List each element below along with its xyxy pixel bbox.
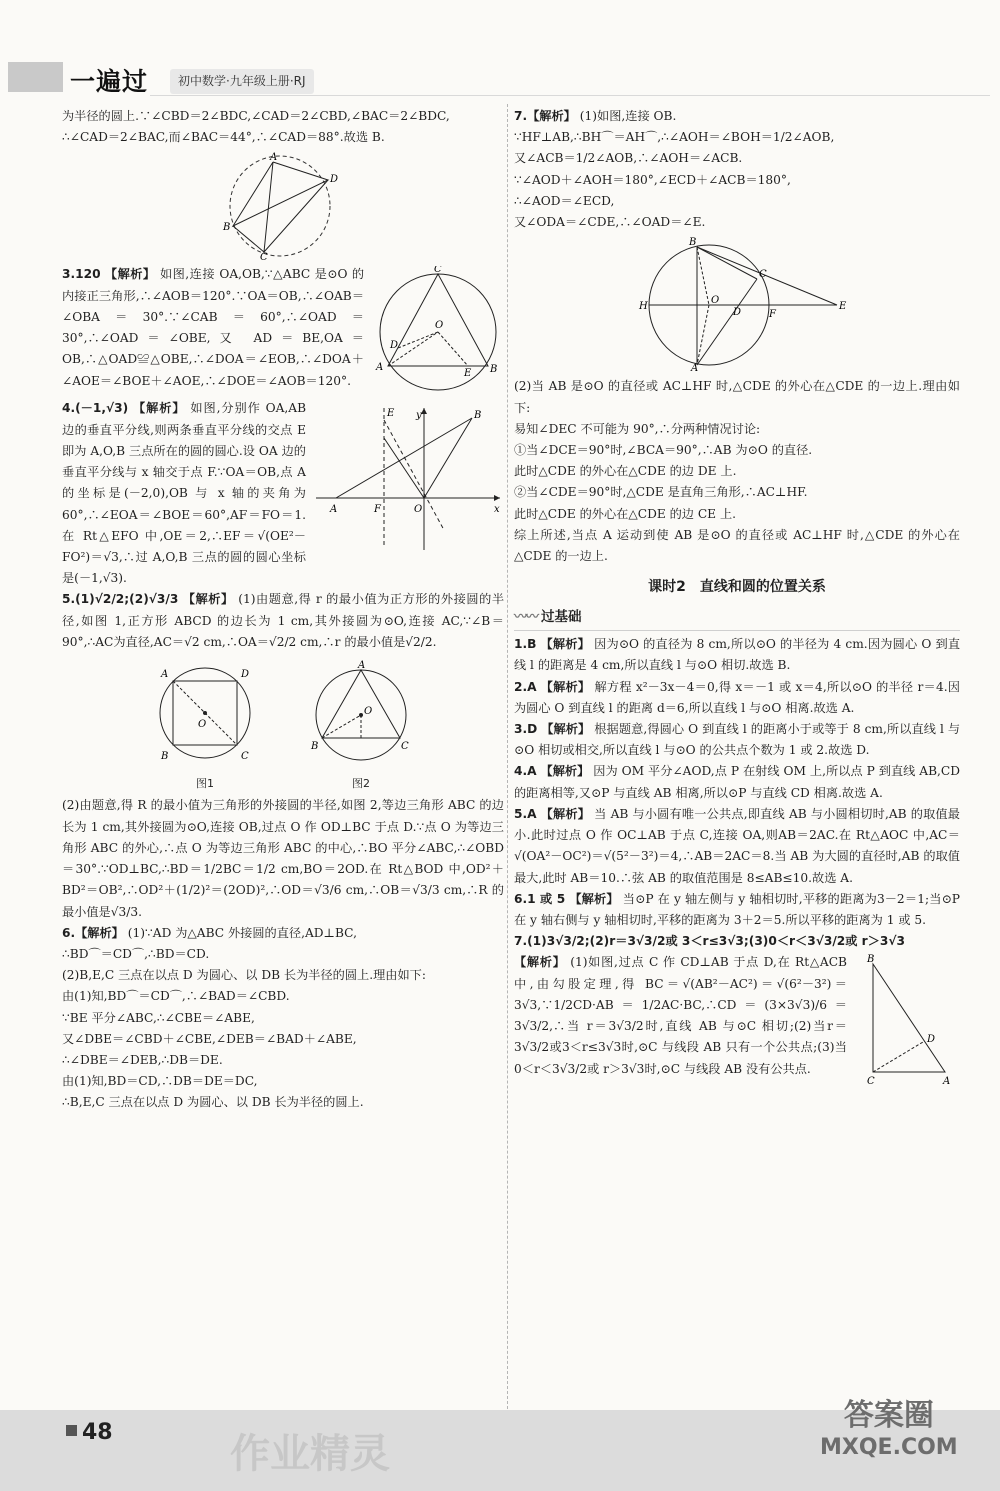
svg-text:E: E — [839, 301, 847, 313]
answer-text: 因为⊙O 的直径为 8 cm,所以⊙O 的半径为 4 cm.因为圆心 O 到直线 l 的距离是 4 cm,所以直线 l 与⊙O 相切.故选 B. — [514, 637, 961, 673]
question-7-line: 又∠ACB＝1/2∠AOB,∴∠AOH＝∠ACB. — [514, 151, 743, 166]
question-6 — [62, 923, 504, 1114]
analysis-tag: 【解析】 — [514, 955, 566, 970]
analysis-tag: 【解析】 — [104, 267, 156, 282]
analysis-tag: 【解析】 — [182, 592, 234, 607]
answer-label: 2.A — [514, 679, 537, 694]
figure-q7-circle — [627, 237, 847, 372]
question-5 — [62, 589, 504, 922]
site-logo-bottom: MXQE.COM — [820, 1435, 958, 1460]
question-7-line: (1)如图,连接 OB. — [579, 109, 677, 123]
answer-label: 4.A — [514, 764, 537, 779]
section-heading — [514, 606, 960, 631]
svg-text:F: F — [769, 309, 776, 321]
brand-logo: 一遍过 — [70, 67, 149, 96]
lesson-title: 课时2 直线和圆的位置关系 — [648, 579, 826, 596]
svg-text:C: C — [241, 751, 249, 763]
answer-item — [514, 677, 960, 719]
svg-text:O: O — [364, 706, 373, 718]
svg-text:O: O — [435, 320, 444, 332]
figure-1-square-circle — [151, 659, 259, 767]
svg-text:E: E — [387, 408, 395, 420]
svg-text:E: E — [464, 368, 472, 380]
analysis-tag: 【解析】 — [540, 637, 590, 652]
page-header — [0, 0, 1000, 100]
watermark: 作业精灵 — [230, 1431, 390, 1477]
svg-text:D: D — [390, 340, 399, 352]
svg-text:B: B — [223, 222, 231, 234]
answer-item — [514, 761, 960, 803]
svg-text:F: F — [374, 504, 381, 516]
question-6-label: 6. — [62, 925, 76, 940]
analysis-tag: 【解析】 — [133, 401, 186, 416]
brand-box — [8, 62, 63, 92]
svg-text:O: O — [198, 719, 207, 731]
svg-text:D: D — [927, 1034, 936, 1046]
svg-text:y: y — [416, 410, 422, 422]
question-3-label: 3.120 — [62, 267, 101, 282]
question-4-text: 如图,分别作 OA,AB 边的垂直平分线,则两条垂直平分线的交点 E 即为 A,O,B 三点所在的圆的圆心.设 OA 边的垂直平分线与 x 轴交于点 F.∵OA＝OB,点 A 的坐标是(－2,0),OB 与 x 轴的夹角为 60°,∴∠EOA＝∠BOE＝60°,AF＝FO＝1.在 Rt△EFO 中,OE＝2,∴EF＝√(OE²－FO²)＝√3,∴过 A,O,B 三点的圆的圆心坐标是(－1,√3). — [62, 401, 307, 586]
answer-item — [514, 889, 960, 931]
continuation-line-2: ∴∠CAD＝2∠BAC,而∠BAC＝44°,∴∠CAD＝88°.故选 B. — [62, 130, 385, 145]
right-column — [514, 106, 960, 1090]
svg-text:A: A — [691, 363, 699, 373]
svg-text:B: B — [490, 364, 498, 376]
question-7-line: ∴∠AOD＝∠ECD, — [514, 193, 615, 208]
question-7-line: 又∠ODA＝∠CDE,∴∠OAD＝∠E. — [514, 215, 706, 230]
column-divider — [507, 104, 508, 1409]
svg-text:B: B — [867, 954, 875, 966]
figure-q7b-right-triangle — [855, 954, 960, 1086]
answer-item — [514, 634, 960, 676]
question-4-label: 4.(－1,√3) — [62, 401, 129, 416]
question-6-line: 由(1)知,BD⌒＝CD⌒,∴∠BAD＝∠CBD. — [62, 989, 290, 1004]
section-mark-icon: 〰〰 — [514, 608, 537, 625]
svg-text:C: C — [260, 252, 268, 261]
question-6-line: 又∠DBE＝∠CBD＋∠CBE,∠DEB＝∠BAD＋∠ABE, — [62, 1031, 357, 1046]
svg-text:x: x — [494, 504, 500, 516]
svg-text:A: A — [161, 669, 169, 681]
question-7-line: 此时△CDE 的外心在△CDE 的边 CE 上. — [514, 506, 737, 521]
page-number: 48 — [82, 1420, 113, 1445]
left-column — [62, 106, 504, 1114]
question-3 — [62, 264, 504, 391]
svg-text:A: A — [270, 152, 278, 164]
analysis-tag: 【解析】 — [527, 109, 576, 123]
question-6-line: ∴∠DBE＝∠DEB,∴DB＝DE. — [62, 1053, 223, 1068]
analysis-tag: 【解析】 — [75, 925, 124, 940]
question-7-line: ②当∠CDE＝90°时,△CDE 是直角三角形,∴AC⊥HF. — [514, 485, 808, 500]
question-7-label: 7. — [514, 109, 528, 123]
answer-text: 根据题意,得圆心 O 到直线 l 的距离小于或等于 8 cm,所以直线 l 与⊙O 相切或相交,所以直线 l 与⊙O 的公共点个数为 1 或 2.故选 D. — [514, 722, 961, 758]
answer-item — [514, 804, 960, 889]
question-7 — [514, 106, 960, 567]
figure-q5-row — [62, 659, 504, 793]
question-3-text: 如图,连接 OA,OB,∵△ABC 是⊙O 的内接正三角形,∴∠AOB＝120°.∵OA＝OB,∴∠OAB＝∠OBA＝30°.∵∠CAB＝60°,∴∠OAD＝30°,∴∠OAD＝∠OBE,又 AD＝BE,OA＝OB,∴△OAD≌△OBE,∴∠DOA＝∠EOB,∴∠DOA＋∠AOE＝∠BOE＋∠AOE,∴∠DOE＝∠AOB＝120°. — [62, 267, 365, 388]
figure-q4-coordinate — [314, 400, 504, 552]
svg-text:B: B — [161, 751, 169, 763]
svg-text:C: C — [867, 1076, 875, 1087]
answer-label: 5.A — [514, 806, 537, 821]
question-5-text-2: (2)由题意,得 R 的最小值为三角形的外接圆的半径,如图 2,等边三角形 ABC 的边长为 1 cm,其外接圆为⊙O,连接 OB,过点 O 作 OD⊥BC 于点 D.∵点 O 为等边三角形 ABC 的外心,∴点 O 为等边三角形 ABC 的中心,∴BO 平分∠ABC,∴∠OBD＝30°.∵OD⊥BC,∴BD＝1/2BC＝1/2 cm,BO＝2OD.在 Rt△BOD 中,OD²＋BD²＝OB²,∴OD²＋(1/2)²＝(2OD)²,∴OD＝√3/6 cm,∴OB＝√3/3 cm,∴R 的最小值是√3/3. — [62, 798, 504, 919]
svg-text:B: B — [689, 237, 697, 249]
svg-text:O: O — [711, 295, 720, 307]
svg-text:D: D — [241, 669, 250, 681]
continuation-line-1: 为半径的圆上.∵∠CBD＝2∠BDC,∠CAD＝2∠CBD,∠BAC＝2∠BDC, — [62, 109, 450, 123]
svg-text:C: C — [759, 269, 767, 281]
question-7-line: ∵HF⊥AB,∴BH⌒＝AH⌒,∴∠AOH＝∠BOH＝1/2∠AOB, — [514, 130, 835, 145]
figure-1 — [151, 659, 259, 793]
svg-text:D: D — [733, 307, 742, 319]
header-rule — [150, 95, 990, 96]
answer-item — [514, 719, 960, 761]
question-7-line: 此时△CDE 的外心在△CDE 的边 DE 上. — [514, 464, 737, 479]
answer-label: 3.D — [514, 722, 538, 736]
question-7-line: ∵∠AOD＋∠AOH＝180°,∠ECD＋∠ACB＝180°, — [514, 172, 791, 187]
svg-text:H: H — [639, 301, 648, 313]
svg-text:A: A — [376, 362, 384, 374]
question-6-line: (1)∵AD 为△ABC 外接圆的直径,AD⊥BC, — [127, 925, 357, 940]
site-logo — [820, 1398, 958, 1462]
analysis-tag: 【解析】 — [569, 891, 619, 906]
svg-text:D: D — [330, 174, 339, 186]
analysis-tag: 【解析】 — [540, 806, 591, 821]
site-logo-top: 答案圈 — [843, 1398, 934, 1433]
svg-text:A: A — [330, 504, 338, 516]
question-6-line: (2)B,E,C 三点在以点 D 为圆心、以 DB 长为半径的圆上.理由如下: — [62, 968, 426, 983]
answer-7-label: 7.(1)3√3/2;(2)r＝3√3/2或 3＜r≤3√3;(3)0＜r＜3√3/2或 r＞3√3 — [514, 934, 905, 949]
figure-2-caption: 图2 — [352, 777, 370, 791]
question-6-line: ∵BE 平分∠ABC,∴∠CBE＝∠ABE, — [62, 1010, 255, 1025]
question-4 — [62, 398, 504, 589]
answer-text: 当⊙P 在 y 轴左侧与 y 轴相切时,平移的距离为3－2＝1;当⊙P 在 y 轴右侧与 y 轴相切时,平移的距离为 3＋2＝5.所以平移的距离为 1 或 5. — [514, 891, 961, 927]
question-7-line: 易知∠DEC 不可能为 90°,∴分两种情况讨论: — [514, 421, 761, 436]
figure-2-triangle-circle — [307, 659, 415, 767]
figure-q2-circle — [218, 152, 348, 260]
figure-2 — [307, 659, 415, 793]
answer-text: 因为 OM 平分∠AOD,点 P 在射线 OM 上,所以点 P 到直线 AB,CD 的距离相等,又⊙P 与直线 AB 相离,所以⊙P 与直线 CD 相离.故选 A. — [514, 764, 961, 800]
question-5-label: 5.(1)√2/2;(2)√3/3 — [62, 592, 179, 607]
svg-text:C: C — [401, 741, 409, 753]
answer-text: 解方程 x²－3x－4＝0,得 x＝－1 或 x＝4,所以⊙O 的半径 r＝4.因为圆心 O 到直线 l 的距离 d＝6,所以直线 l 与⊙O 相离.故选 A. — [514, 679, 960, 715]
analysis-tag: 【解析】 — [541, 722, 591, 736]
page-marker-icon — [66, 1425, 77, 1436]
question-6-line: ∴BD⌒＝CD⌒,∴BD＝CD. — [62, 946, 210, 961]
svg-text:B: B — [474, 410, 482, 422]
svg-text:C: C — [434, 266, 442, 276]
question-6-line: 由(1)知,BD＝CD,∴DB＝DE＝DC, — [62, 1074, 258, 1089]
answer-item-7 — [514, 931, 960, 1087]
question-7-line: ①当∠DCE＝90°时,∠BCA＝90°,∴AB 为⊙O 的直径. — [514, 442, 813, 457]
section-heading-text: 过基础 — [541, 608, 582, 625]
svg-text:A: A — [943, 1076, 951, 1087]
answer-text: 当 AB 与小圆有唯一公共点,即直线 AB 与小圆相切时,AB 的取值最小.此时过点 O 作 OC⊥AB 于点 C,连接 OA,则AB＝2AC.在 Rt△AOC 中,AC＝√(OA²－OC²)＝√(5²－3²)＝4,∴AB＝2AC＝8.当 AB 为大圆的直径时,AB 的取值最大,此时 AB＝10.∴弦 AB 的取值范围是 8≤AB≤10.故选 A. — [514, 806, 960, 885]
answer-label: 1.B — [514, 637, 537, 652]
svg-text:O: O — [414, 504, 423, 516]
answer-label: 6.1 或 5 — [514, 891, 566, 906]
question-6-line: ∴B,E,C 三点在以点 D 为圆心、以 DB 长为半径的圆上. — [62, 1095, 364, 1110]
figure-1-caption: 图1 — [196, 777, 214, 791]
figure-q3-triangle — [372, 266, 504, 394]
analysis-tag: 【解析】 — [540, 679, 591, 694]
question-7-line: 综上所述,当点 A 运动到使 AB 是⊙O 的直径或 AC⊥HF 时,△CDE 的外心在△CDE 的一边上. — [514, 527, 960, 564]
svg-text:A: A — [358, 660, 366, 672]
svg-text:B: B — [311, 741, 319, 753]
answer-7-text: (1)如图,过点 C 作 CD⊥AB 于点 D,在 Rt△ACB 中,由勾股定理,得 BC＝√(AB²－AC²)＝√(6²－3²)＝3√3,∵1/2CD·AB＝1/2AC·BC,∴CD＝(3×3√3)/6＝3√3/2,∴当 r＝3√3/2时,直线 AB 与⊙C 相切;(2)当r＝3√3/2或3＜r≤3√3时,⊙C 与线段 AB 只有一个公共点;(3)当 0＜r＜3√3/2或 r＞3√3时,⊙C 与线段 AB 没有公共点. — [514, 955, 848, 1076]
subject-badge: 初中数学·九年级上册·RJ — [170, 69, 314, 94]
analysis-tag: 【解析】 — [540, 764, 590, 779]
question-7-line: (2)当 AB 是⊙O 的直径或 AC⊥HF 时,△CDE 的外心在△CDE 的一边上.理由如下: — [514, 379, 960, 415]
question-5-text-1: (1)由题意,得 r 的最小值为正方形的外接圆的半径,如图 1,正方形 ABCD 的边长为 1 cm,其外接圆为⊙O,连接 AC,∵∠B＝90°,∴AC为直径,AC＝√2 cm,∴OA＝√2/2 cm,∴r 的最小值是√2/2. — [62, 592, 505, 649]
